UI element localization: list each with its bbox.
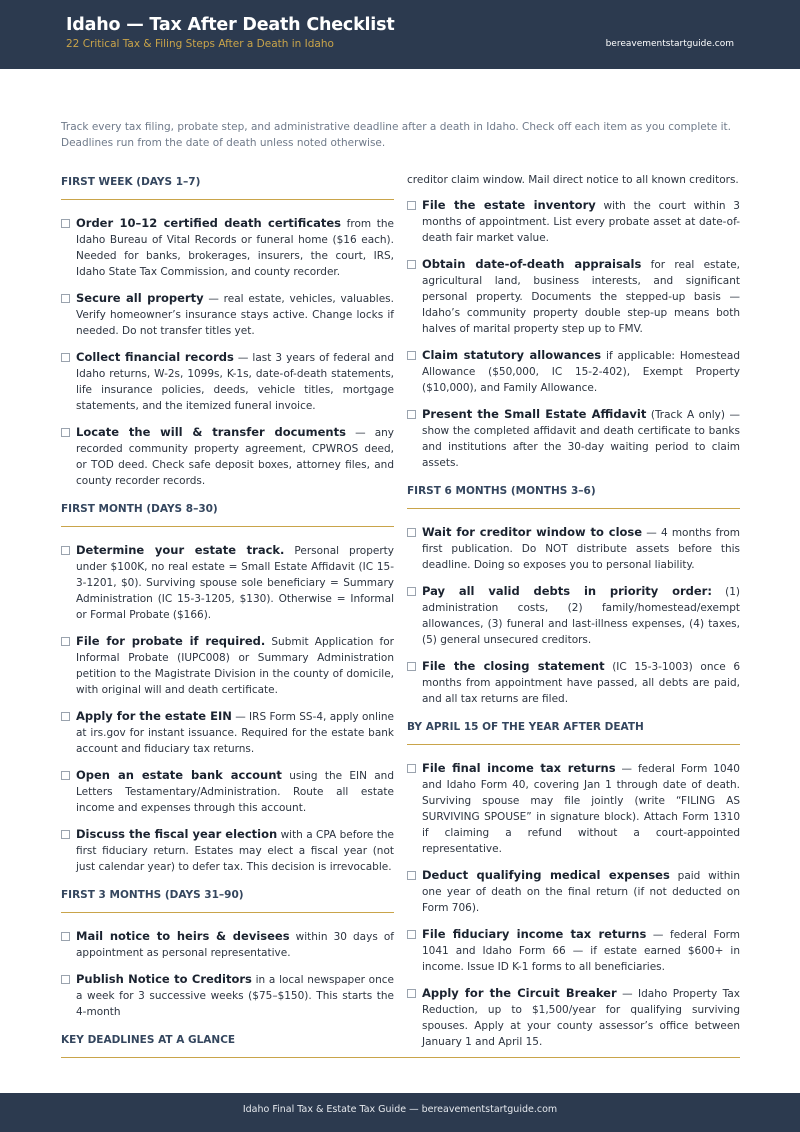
item-title: Wait for creditor window to close	[422, 525, 643, 539]
item-description: paid within one year of death on the final return (if not deducted on Form 706).	[422, 870, 740, 914]
item-description: Submit Application for Informal Probate (IUPC008) or Summary Administration petition to the Magistrate Division in the county of domicile, with original will and death certificate.	[76, 636, 394, 696]
checklist-first-month	[61, 542, 394, 875]
item-title: Open an estate bank account	[76, 768, 282, 782]
page-subtitle: 22 Critical Tax & Filing Steps After a Death in Idaho	[66, 38, 334, 50]
item-title: Apply for the estate EIN	[76, 709, 232, 723]
checkbox[interactable]	[61, 712, 70, 721]
checklist-item	[61, 215, 394, 280]
checkbox[interactable]	[407, 662, 416, 671]
page-footer	[0, 1093, 800, 1132]
item-title: File final income tax returns	[422, 761, 616, 775]
checkbox[interactable]	[61, 353, 70, 362]
item-title: Order 10–12 certified death certificates	[76, 216, 341, 230]
checkbox[interactable]	[61, 219, 70, 228]
checklist-by-april	[407, 760, 740, 1050]
section-rule	[61, 1057, 740, 1058]
checkbox[interactable]	[407, 351, 416, 360]
item-title: File fiduciary income tax returns	[422, 927, 647, 941]
checklist-item	[407, 256, 740, 337]
item-description: within 30 days of appointment as personal representative.	[76, 931, 394, 959]
checkbox[interactable]	[61, 830, 70, 839]
item-title: Apply for the Circuit Breaker	[422, 986, 617, 1000]
checkbox[interactable]	[407, 989, 416, 998]
item-title: File for probate if required.	[76, 634, 266, 648]
item-description: for real estate, agricultural land, business interests, and significant personal property. Documents the stepped-up basis — Idaho’s community property double step-up means both halves of marital property step up to FMV.	[422, 259, 740, 335]
item-description: — federal Form 1040 and Idaho Form 40, covering Jan 1 through date of death. Surviving spouse may file jointly (write “FILING AS SURVIVING SPOUSE” in signature block). Attach Form 1310 if claiming a refund without a court-appointed representative.	[422, 763, 740, 855]
right-column	[407, 172, 740, 1060]
key-deadlines-section	[61, 1030, 740, 1073]
checklist-item	[407, 658, 740, 707]
checkbox[interactable]	[61, 975, 70, 984]
item-description: Personal property under $100K, no real estate = Small Estate Affidavit (IC 15-3-1201, $0). Surviving spouse sole beneficiary = Summary Administration (IC 15-3-1205, $130). Otherwise = Informal or Formal Probate ($166).	[76, 545, 394, 621]
checklist-first-6-months	[407, 524, 740, 707]
item-title: File the estate inventory	[422, 198, 596, 212]
checklist-item	[61, 928, 394, 961]
section-rule	[61, 526, 394, 527]
checkbox[interactable]	[61, 294, 70, 303]
item-description: — Idaho Property Tax Reduction, up to $1,500/year for qualifying surviving spouses. Apply at your county assessor’s office between January 1 and April 15.	[422, 988, 740, 1048]
checklist-item	[61, 349, 394, 414]
item-title: Discuss the fiscal year election	[76, 827, 278, 841]
item-title: Collect financial records	[76, 350, 234, 364]
item-description: — IRS Form SS-4, apply online at irs.gov for instant issuance. Required for the estate bank account and fiduciary tax returns.	[76, 711, 394, 755]
section-rule	[61, 199, 394, 200]
checkbox[interactable]	[407, 528, 416, 537]
item-description: — any recorded community property agreement, CPWROS deed, or TOD deed. Check safe deposit boxes, attorney files, and county recorder records.	[76, 427, 395, 487]
item-description: (IC 15-3-1003) once 6 months from appointment have passed, all debts are paid, and all tax returns are filed.	[422, 661, 740, 705]
item-title: Locate the will & transfer documents	[76, 425, 346, 439]
checklist-item	[61, 971, 394, 1020]
section-heading-first-6-months: FIRST 6 MONTHS (MONTHS 3–6)	[407, 485, 596, 497]
item-description: — last 3 years of federal and Idaho returns, W-2s, 1099s, K-1s, date-of-death statements, life insurance policies, deeds, vehicle titles, mortgage statements, and the itemized funeral invoice.	[76, 352, 395, 412]
checklist-item	[61, 767, 394, 816]
checkbox[interactable]	[407, 930, 416, 939]
checklist-item	[61, 826, 394, 875]
checklist-first-3-months-continued	[407, 197, 740, 471]
checklist-item	[407, 197, 740, 246]
item-title: Publish Notice to Creditors	[76, 972, 252, 986]
checkbox[interactable]	[61, 546, 70, 555]
checkbox[interactable]	[407, 410, 416, 419]
item-title: Determine your estate track.	[76, 543, 285, 557]
checklist-item	[407, 583, 740, 648]
checklist-item	[61, 542, 394, 623]
item-title: Claim statutory allowances	[422, 348, 602, 362]
checkbox[interactable]	[407, 260, 416, 269]
checklist-item	[61, 633, 394, 698]
item-title: Mail notice to heirs & devisees	[76, 929, 290, 943]
item-title: Deduct qualifying medical expenses	[422, 868, 670, 882]
item-description: (Track A only) — show the completed affidavit and death certificate to banks and institutions after the 30-day waiting period to claim assets.	[422, 409, 740, 469]
item-description: in a local newspaper once a week for 3 successive weeks ($75–$150). This starts the 4-month	[76, 974, 394, 1018]
checkbox[interactable]	[61, 428, 70, 437]
item-description: — real estate, vehicles, valuables. Verify homeowner’s insurance stays active. Change locks if needed. Do not transfer titles yet.	[76, 293, 394, 337]
checklist-item	[407, 524, 740, 573]
section-rule	[407, 508, 740, 509]
item-title: Obtain date-of-death appraisals	[422, 257, 642, 271]
section-heading-first-month: FIRST MONTH (DAYS 8–30)	[61, 503, 218, 515]
footer-text: Idaho Final Tax & Estate Tax Guide — bereavementstartguide.com	[242, 1104, 558, 1115]
item-description: with the court within 3 months of appointment. List every probate asset at date-of-death fair market value.	[422, 200, 740, 244]
checkbox[interactable]	[61, 932, 70, 941]
item-description: using the EIN and Letters Testamentary/Administration. Route all estate income and expenses through this account.	[76, 770, 394, 814]
checklist-item	[61, 708, 394, 757]
checkbox[interactable]	[407, 871, 416, 880]
checklist-item	[407, 926, 740, 975]
item-description: (1) administration costs, (2) family/homestead/exempt allowances, (3) funeral and last-illness expenses, (4) taxes, (5) general unsecured creditors.	[422, 586, 740, 646]
item-description: from the Idaho Bureau of Vital Records or funeral home ($16 each). Needed for banks, brokerages, insurers, the court, IRS, Idaho State Tax Commission, and county recorder.	[76, 218, 394, 278]
checkbox[interactable]	[407, 587, 416, 596]
checklist-first-week	[61, 215, 394, 489]
item-title: Present the Small Estate Affidavit	[422, 407, 647, 421]
checklist-item	[407, 760, 740, 857]
intro-text: Track every tax filing, probate step, and administrative deadline after a death in Idaho. Check off each item as you complete it. Deadlines run from the date of death unless noted otherwise.	[61, 121, 732, 149]
section-heading-by-april: BY APRIL 15 OF THE YEAR AFTER DEATH	[407, 721, 644, 733]
item-title: Secure all property	[76, 291, 204, 305]
item-title: File the closing statement	[422, 659, 605, 673]
section-rule	[61, 912, 394, 913]
checklist-item	[407, 406, 740, 471]
item-description: with a CPA before the first fiduciary return. Estates may elect a fiscal year (not just calendar year) to defer tax. This decision is irrevocable.	[76, 829, 394, 873]
site-link[interactable]: bereavementstartguide.com	[605, 39, 734, 49]
left-column	[61, 172, 394, 1030]
section-heading-key-deadlines: KEY DEADLINES AT A GLANCE	[61, 1034, 236, 1046]
item-title: Pay all valid debts in priority order:	[422, 584, 712, 598]
section-heading-first-week: FIRST WEEK (DAYS 1–7)	[61, 176, 201, 188]
checklist-item	[407, 347, 740, 396]
page-title: Idaho — Tax After Death Checklist	[66, 15, 395, 35]
section-heading-first-3-months: FIRST 3 MONTHS (DAYS 31–90)	[61, 889, 244, 901]
item-description: — 4 months from first publication. Do NOT distribute assets before this deadline. Doing so exposes you to personal liability.	[422, 527, 741, 571]
page-header	[0, 0, 800, 69]
item-description: if applicable: Homestead Allowance ($50,000, IC 15-2-402), Exempt Property ($10,000), and Family Allowance.	[422, 350, 740, 394]
checkbox[interactable]	[61, 637, 70, 646]
checklist-item	[61, 290, 394, 339]
item-description: — federal Form 1041 and Idaho Form 66 — if estate earned $600+ in income. Issue ID K-1 forms to all beneficiaries.	[422, 929, 740, 973]
checklist-item	[407, 867, 740, 916]
checklist-first-3-months	[61, 928, 394, 1020]
checkbox[interactable]	[61, 771, 70, 780]
checklist-item	[61, 424, 394, 489]
section-rule	[407, 744, 740, 745]
checkbox[interactable]	[407, 201, 416, 210]
checkbox[interactable]	[407, 764, 416, 773]
continuation-text: creditor claim window. Mail direct notice to all known creditors.	[407, 174, 739, 186]
